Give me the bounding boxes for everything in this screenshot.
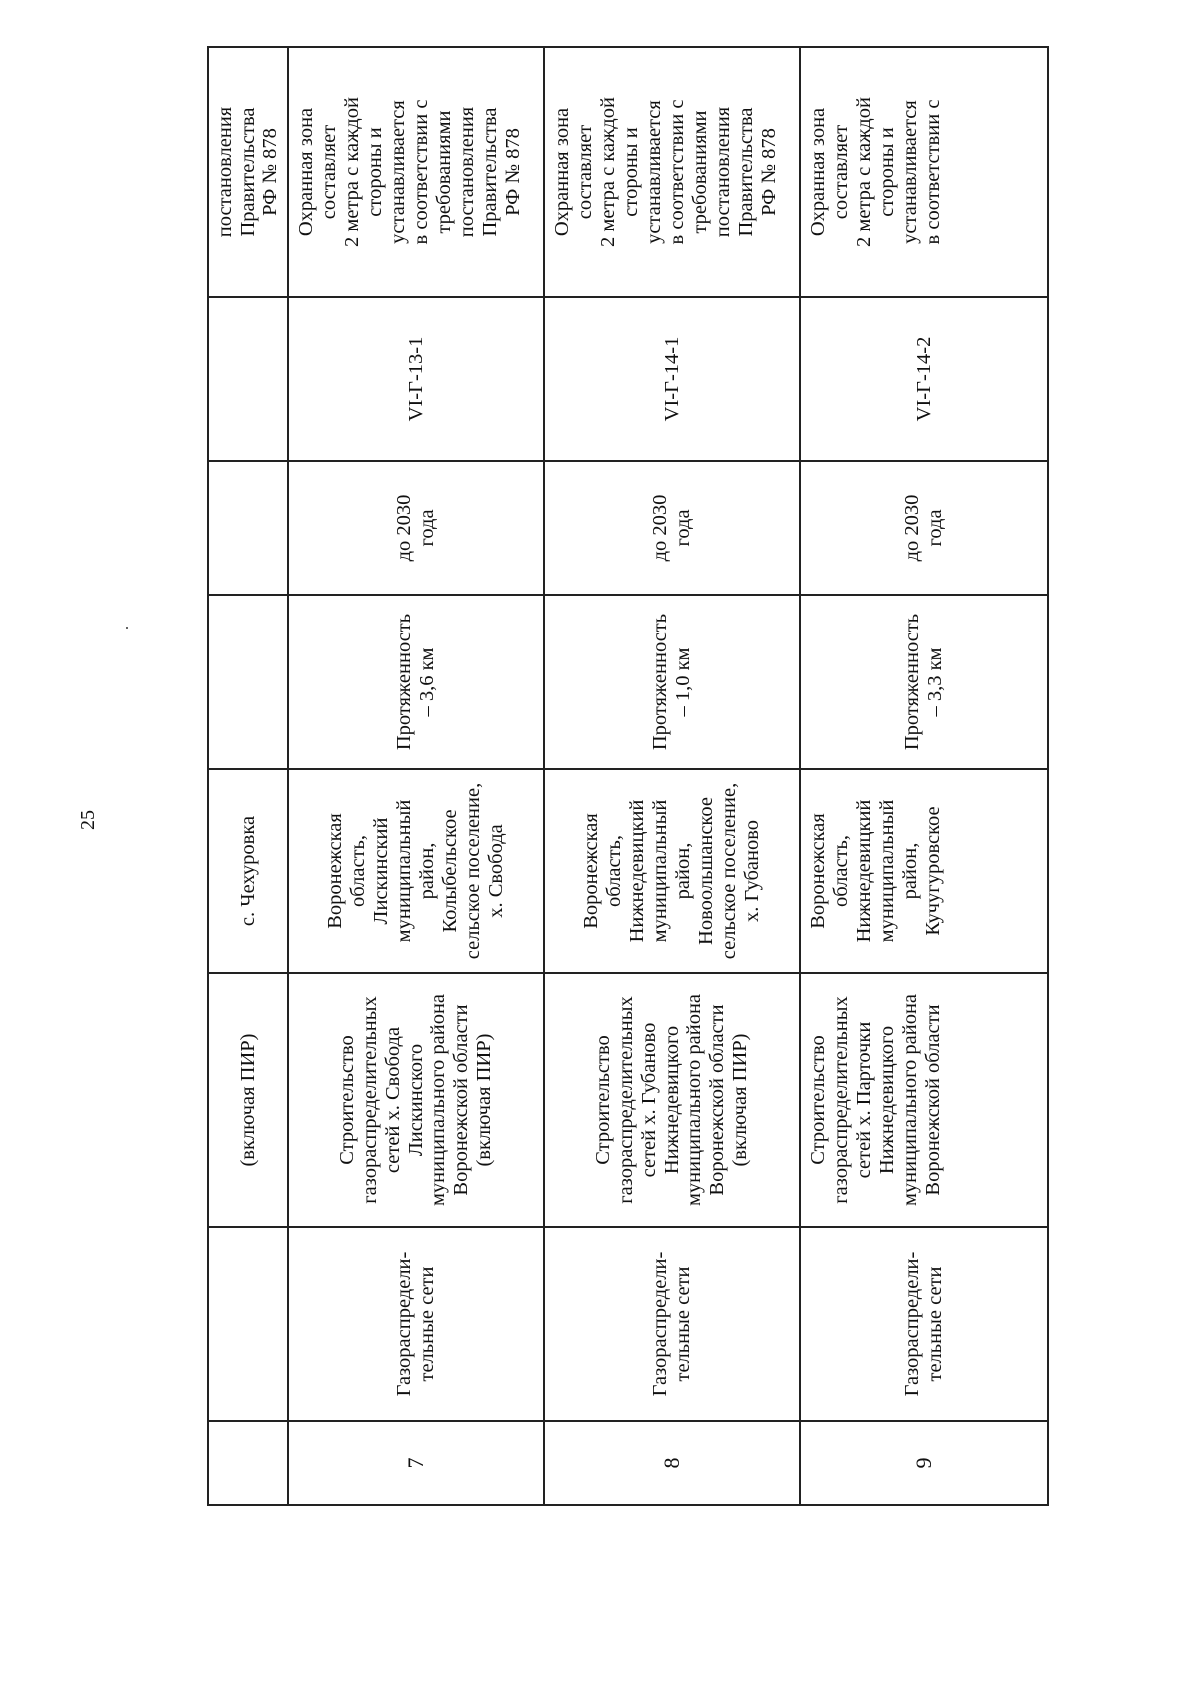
text-line: тельные сети xyxy=(672,1266,694,1382)
text-line: Воронежская xyxy=(580,813,603,929)
text-line: – 3,3 км xyxy=(924,647,946,717)
text-line: газораспределительных xyxy=(358,996,381,1204)
text-line: стороны и xyxy=(875,127,898,217)
term-cell xyxy=(544,461,800,595)
text-line: года xyxy=(416,509,438,547)
text-line: газораспределительных xyxy=(614,996,637,1204)
text-line: сетей х. Парточки xyxy=(852,1021,875,1179)
text-line: Строительство xyxy=(807,1035,829,1165)
text-line: 2 метра с каждой xyxy=(340,97,363,247)
text-line: в соответствии с xyxy=(409,99,432,245)
text-line: составляет xyxy=(573,124,596,220)
text-line: муниципальный xyxy=(649,799,672,943)
object-type-cell xyxy=(544,1227,800,1421)
text-line: Лискинского xyxy=(404,1043,427,1157)
text-line: в соответствии с xyxy=(665,99,688,245)
text-line: Воронежской области xyxy=(450,1004,473,1196)
text-line: Протяженность xyxy=(649,613,672,751)
text-line: сельское поселение, xyxy=(461,782,484,960)
text-line: Воронежская xyxy=(324,813,347,929)
text-line: Строительство xyxy=(591,1035,614,1165)
text-line: – 1,0 км xyxy=(672,647,694,717)
cont-zone-cell xyxy=(208,47,288,297)
text-line: Воронежской области xyxy=(706,1004,729,1196)
code-cell: VI-Г-14-2 xyxy=(800,297,1048,461)
text-line: Строительство xyxy=(335,1035,358,1165)
rotated-table-frame xyxy=(207,48,1047,1506)
text-line: район, xyxy=(898,842,921,900)
protection-zone-cell xyxy=(288,47,544,297)
text-line: Нижнедевицкого xyxy=(875,1025,898,1175)
text-line: – 3,6 км xyxy=(416,647,438,717)
text-line: до 2030 xyxy=(649,494,672,562)
text-line: тельные сети xyxy=(924,1266,946,1382)
text-line: муниципальный xyxy=(875,799,898,943)
text-line: Газораспредели- xyxy=(901,1251,924,1397)
text-line: (включая ПИР) xyxy=(473,1033,496,1167)
characteristics-cell xyxy=(800,595,1048,769)
object-name-cell xyxy=(544,973,800,1227)
code-cell: VI-Г-14-1 xyxy=(544,297,800,461)
cont-characteristics-cell xyxy=(208,595,288,769)
text-line: требованиями xyxy=(688,110,711,234)
text-line: муниципального района xyxy=(427,993,450,1207)
text-line: Охранная зона xyxy=(807,107,829,237)
object-name-cell xyxy=(288,973,544,1227)
characteristics-cell xyxy=(288,595,544,769)
text-line: года xyxy=(924,509,946,547)
cont-zone-line: РФ № 878 xyxy=(259,128,282,216)
text-line: Протяженность xyxy=(393,613,416,751)
text-line: район, xyxy=(416,842,438,900)
text-line: Газораспредели- xyxy=(393,1251,416,1397)
cont-name-text: (включая ПИР) xyxy=(236,1033,259,1167)
text-line: газораспределительных xyxy=(829,996,852,1204)
text-line: муниципальный xyxy=(393,799,416,943)
text-line: РФ № 878 xyxy=(501,128,524,216)
text-line: до 2030 xyxy=(901,494,924,562)
term-cell xyxy=(288,461,544,595)
text-line: сельское поселение, xyxy=(717,782,740,960)
text-line: Воронежской области xyxy=(921,1004,944,1196)
text-line: Новоольшанское xyxy=(694,797,717,945)
text-line: район, xyxy=(672,842,694,900)
code-cell: VI-Г-13-1 xyxy=(288,297,544,461)
text-line: требованиями xyxy=(432,110,455,234)
document-table xyxy=(207,48,1047,1506)
text-line: область, xyxy=(603,834,626,908)
text-line: область, xyxy=(347,834,370,908)
text-line: х. Губаново xyxy=(740,819,763,923)
cont-term-cell xyxy=(208,461,288,595)
text-line: 2 метра с каждой xyxy=(852,97,875,247)
cont-code-cell xyxy=(208,297,288,461)
text-line: устанавливается xyxy=(386,100,409,244)
table-row xyxy=(288,47,544,1505)
text-line: РФ № 878 xyxy=(757,128,780,216)
text-line: муниципального района xyxy=(898,993,921,1207)
table-row xyxy=(544,47,800,1505)
text-line: (включая ПИР) xyxy=(729,1033,752,1167)
text-line: Нижнедевицкий xyxy=(626,799,649,943)
location-cell xyxy=(288,769,544,973)
scan-speck xyxy=(126,627,128,629)
text-line: года xyxy=(672,509,694,547)
text-line: Лискинский xyxy=(370,817,393,925)
text-line: сетей х. Губаново xyxy=(637,1022,660,1178)
text-line: область, xyxy=(829,834,852,908)
text-line: Кучугуровское xyxy=(921,806,944,936)
text-line: сетей х. Свобода xyxy=(381,1026,404,1174)
location-cell xyxy=(800,769,1048,973)
row-number: 7 xyxy=(288,1421,544,1505)
text-line: в соответствии с xyxy=(921,99,944,245)
text-line: устанавливается xyxy=(642,100,665,244)
text-line: стороны и xyxy=(619,127,642,217)
text-line: стороны и xyxy=(363,127,386,217)
text-line: Нижнедевицкий xyxy=(852,799,875,943)
table-row xyxy=(800,47,1048,1505)
location-cell xyxy=(544,769,800,973)
text-line: Охранная зона xyxy=(551,107,573,237)
text-line: х. Свобода xyxy=(484,824,507,918)
cont-zone-line: постановления xyxy=(213,106,236,238)
row-number: 8 xyxy=(544,1421,800,1505)
text-line: тельные сети xyxy=(416,1266,438,1382)
text-line: Правительства xyxy=(734,107,757,237)
cont-zone-line: Правительства xyxy=(236,107,259,237)
text-line: 2 метра с каждой xyxy=(596,97,619,247)
protection-zone-cell xyxy=(544,47,800,297)
cont-location-text: с. Чехуровка xyxy=(236,815,259,927)
text-line: Протяженность xyxy=(901,613,924,751)
cont-type-cell xyxy=(208,1227,288,1421)
text-line: Колыбельское xyxy=(438,809,461,933)
characteristics-cell xyxy=(544,595,800,769)
text-line: постановления xyxy=(711,106,734,238)
text-line: составляет xyxy=(829,124,852,220)
page-number: 25 xyxy=(77,810,99,830)
term-cell xyxy=(800,461,1048,595)
text-line: составляет xyxy=(317,124,340,220)
text-line: Нижнедевицкого xyxy=(660,1025,683,1175)
text-line: до 2030 xyxy=(393,494,416,562)
text-line: постановления xyxy=(455,106,478,238)
row-number: 9 xyxy=(800,1421,1048,1505)
protection-zone-cell xyxy=(800,47,1048,297)
text-line: муниципального района xyxy=(683,993,706,1207)
cont-name-cell xyxy=(208,973,288,1227)
text-line: Газораспредели- xyxy=(649,1251,672,1397)
infrastructure-table xyxy=(207,46,1049,1506)
cont-num-cell xyxy=(208,1421,288,1505)
text-line: устанавливается xyxy=(898,100,921,244)
object-type-cell xyxy=(288,1227,544,1421)
object-name-cell xyxy=(800,973,1048,1227)
text-line: Правительства xyxy=(478,107,501,237)
cont-location-cell xyxy=(208,769,288,973)
continuation-row xyxy=(208,47,288,1505)
text-line: Охранная зона xyxy=(295,107,317,237)
object-type-cell xyxy=(800,1227,1048,1421)
text-line: Воронежская xyxy=(807,813,829,929)
